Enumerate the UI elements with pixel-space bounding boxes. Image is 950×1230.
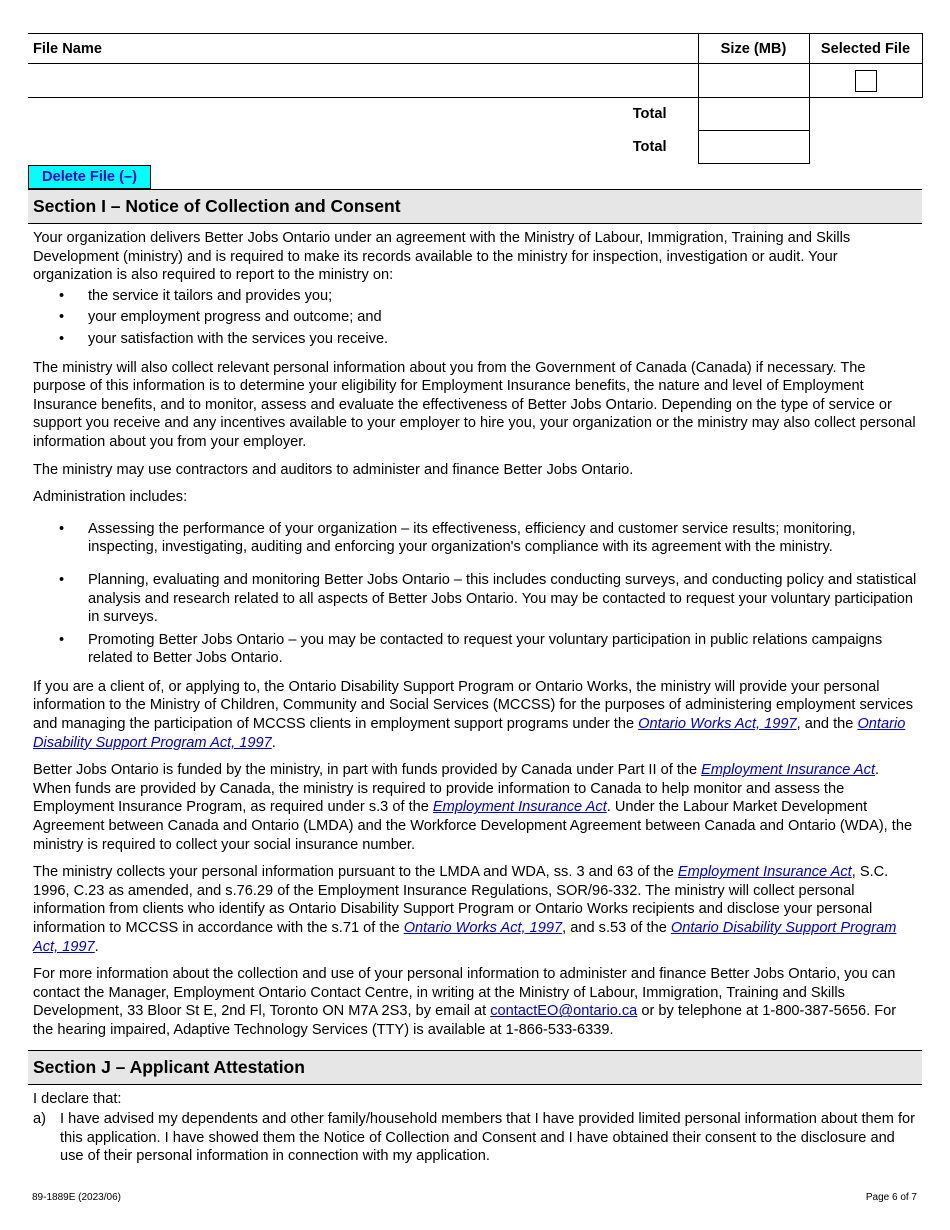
- ontario-works-act-link[interactable]: Ontario Works Act, 1997: [638, 716, 797, 733]
- total-size-field-2[interactable]: [698, 131, 809, 164]
- file-size-cell[interactable]: [698, 64, 809, 98]
- file-table: [28, 33, 923, 164]
- intro-paragraph: Your organization delivers Better Jobs Ontario under an agreement with the Ministry of Labour, Immigration, Training and Skills Development (ministry) and is required to make its records available to the ministry for inspection, investigation or audit. Your organization is also required to report to the ministry on:: [33, 230, 851, 284]
- list-item: • Assessing the performance of your organization – its effectiveness, efficiency and customer service results; monitoring, inspecting, investigating, auditing and enforcing your organization's compliance with its agreement with the ministry.: [33, 520, 917, 557]
- contact-paragraph: For more information about the collection and use of your personal information to administer and finance Better Jobs Ontario, you can contact the Manager, Employment Ontario Contact Centre, in writing at the Ministry of Labour, Immigration, Training and Skills Development, 33 Bloor St E, 2nd Fl, Toronto ON M7A 2S3, by email at contactEO@ontario.ca or by telephone at 1-800-387-5656. For the hearing impaired, Adaptive Technology Services (TTY) is available at 1-866-533-6339.: [33, 966, 897, 1038]
- ei-act-link-3[interactable]: Employment Insurance Act: [677, 864, 852, 881]
- file-row: [28, 64, 922, 98]
- file-name-cell[interactable]: [28, 64, 698, 98]
- total-size-field-1[interactable]: [698, 98, 809, 131]
- list-item: • your satisfaction with the services you receive.: [33, 330, 917, 349]
- file-name-header: File Name: [28, 34, 698, 64]
- list-item: • Promoting Better Jobs Ontario – you may be contacted to request your voluntary participation in public relations campaigns related to Better Jobs Ontario.: [33, 631, 917, 668]
- ei-act-link-2[interactable]: Employment Insurance Act: [432, 799, 607, 816]
- section-j-content: [28, 1090, 922, 1166]
- selected-file-header: Selected File: [809, 34, 922, 64]
- administration-list: [33, 520, 917, 668]
- section-i-content: [28, 229, 922, 1040]
- ei-act-link[interactable]: Employment Insurance Act: [701, 762, 876, 779]
- ontario-works-act-link-2[interactable]: Ontario Works Act, 1997: [403, 920, 563, 936]
- size-header: Size (MB): [698, 34, 809, 64]
- section-i-title: Section I – Notice of Collection and Consent: [28, 189, 922, 224]
- delete-file-button[interactable]: Delete File (–): [28, 165, 151, 189]
- funding-paragraph: Better Jobs Ontario is funded by the ministry, in part with funds provided by Canada under Part II of the Employment Insurance Act. When funds are provided by Canada, the ministry is required to provide information to Canada to help monitor and assess the Employment Insurance Program, as required under s.3 of the Employment Insurance Act. Under the Labour Market Development Agreement between Canada and Ontario (LMDA) and the Workforce Development Agreement between Canada and Ontario (WDA), the ministry is required to collect your social insurance number.: [33, 762, 913, 853]
- odsp-act-link-2[interactable]: Ontario Disability Support Program Act, 1997: [33, 920, 897, 955]
- total-label-2: Total: [632, 139, 667, 155]
- list-item: • the service it tailors and provides you;: [33, 287, 917, 306]
- mccss-paragraph: If you are a client of, or applying to, the Ontario Disability Support Program or Ontario Works, the ministry will provide your personal information to the Ministry of Children, Community and Social Services (MCCSS) for the purposes of administering employment services and managing the participation of MCCSS clients in employment support programs under the Ontario Works Act, 1997, and the Ontario Disability Support Program Act, 1997.: [33, 678, 914, 751]
- item-a-marker: a): [33, 1111, 46, 1128]
- declare-label: I declare that:: [33, 1090, 122, 1107]
- report-list: [33, 287, 917, 349]
- odsp-act-link[interactable]: Ontario Disability Support Program Act, 1997: [33, 716, 906, 751]
- page-number: Page 6 of 7: [865, 1192, 917, 1203]
- selected-file-checkbox[interactable]: [855, 70, 877, 92]
- total-label-1: Total: [632, 106, 667, 123]
- form-page: [28, 33, 922, 1166]
- list-item: • your employment progress and outcome; and: [33, 308, 917, 327]
- list-item: • Planning, evaluating and monitoring Better Jobs Ontario – this includes conducting surveys, and conducting policy and statistical analysis and research related to all aspects of Better Jobs Ontario. You may be contacted to request your voluntary participation in surveys.: [33, 571, 917, 627]
- contact-email-link[interactable]: contactEO@ontario.ca: [490, 1003, 638, 1020]
- canada-paragraph: The ministry will also collect relevant personal information about you from the Government of Canada (Canada) if necessary. The purpose of this information is to determine your eligibility for Employment Insurance benefits, the nature and level of Employment Insurance benefits, and to monitor, assess and evaluate the effectiveness of Better Jobs Ontario. Depending on the type of service or support you receive and any incentives available to your employer to hire you, your organization or the ministry may also collect personal information about you from your employer.: [33, 359, 916, 450]
- administration-label: Administration includes:: [33, 489, 188, 506]
- form-number: 89-1889E (2023/06): [32, 1192, 121, 1203]
- item-a-text: I have advised my dependents and other family/household members that I have provided limited personal information about them for this application. I have showed them the Notice of Collection and Consent and I have obtained their consent to the disclosure and use of their personal information in connection with my application.: [60, 1111, 916, 1165]
- collects-paragraph: The ministry collects your personal information pursuant to the LMDA and WDA, ss. 3 and 63 of the Employment Insurance Act, S.C. 1996, C.23 as amended, and s.76.29 of the Employment Insurance Regulations, SOR/96-332. The ministry will collect personal information from clients who identify as Ontario Disability Support Program or Ontario Works recipients and disclose your personal information to MCCSS in accordance with the s.71 of the Ontario Works Act, 1997, and s.53 of the Ontario Disability Support Program Act, 1997.: [33, 864, 897, 955]
- contractors-paragraph: The ministry may use contractors and auditors to administer and finance Better Jobs Ontario.: [33, 461, 634, 478]
- section-j-title: Section J – Applicant Attestation: [28, 1050, 922, 1085]
- attestation-item-a: [33, 1110, 917, 1166]
